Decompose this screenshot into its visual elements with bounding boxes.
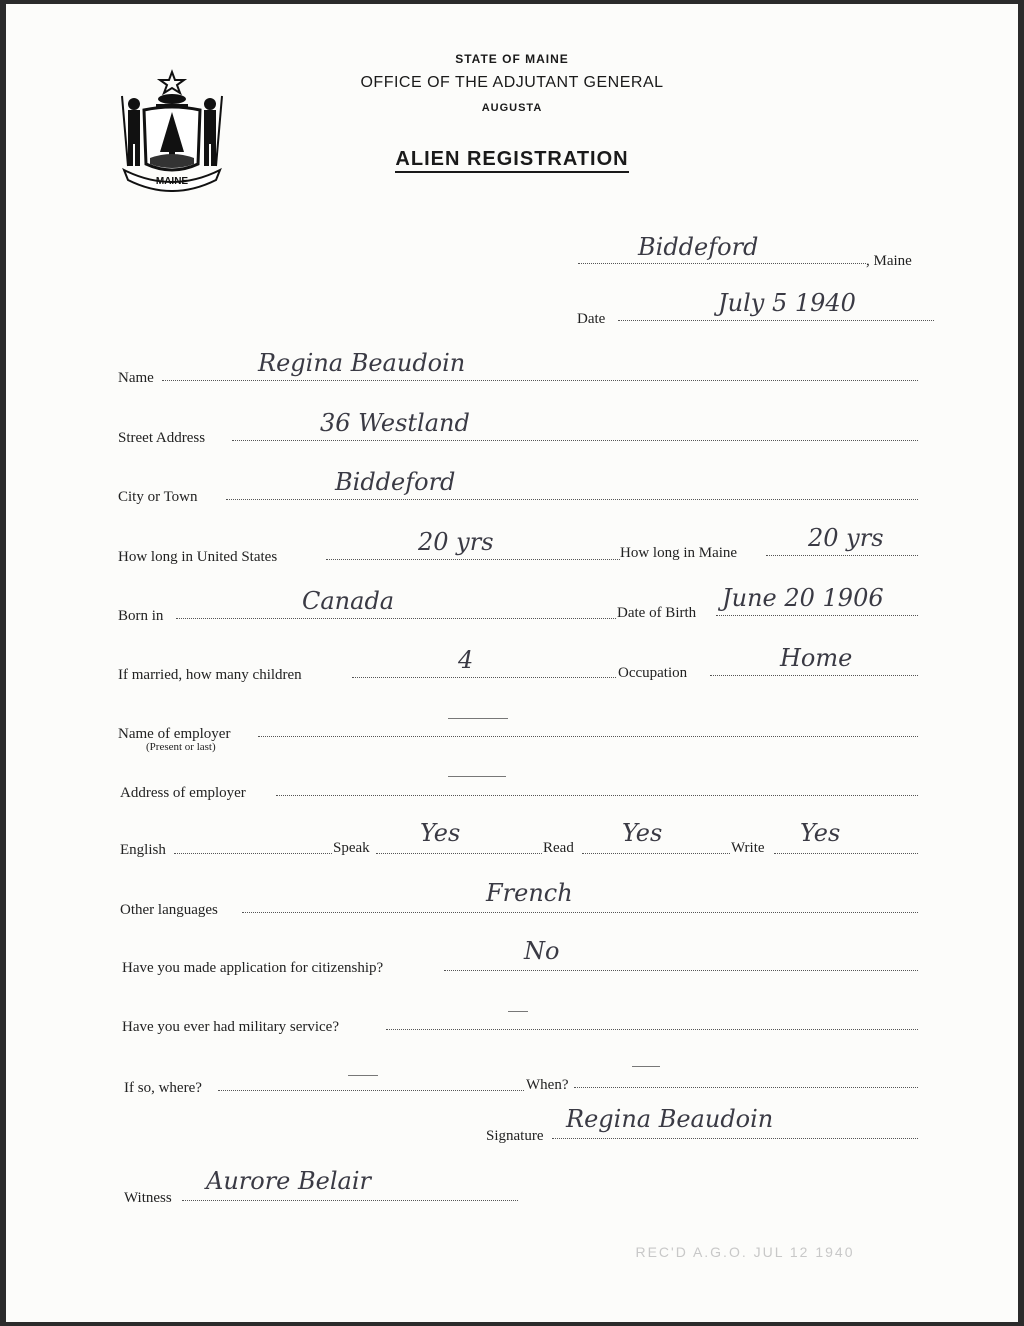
write-label: Write	[731, 840, 765, 856]
signature-value: Regina Beaudoin	[566, 1105, 774, 1133]
read-label: Read	[543, 840, 574, 856]
city-heading: AUGUSTA	[481, 102, 543, 114]
date-of-birth-label: Date of Birth	[617, 605, 697, 621]
children-value: 4	[458, 646, 474, 674]
born-in-value: Canada	[302, 587, 395, 615]
when-label: When?	[526, 1077, 569, 1093]
employer-name-note: (Present or last)	[146, 741, 216, 753]
date-of-birth-value: June 20 1906	[722, 584, 884, 612]
place-value: Biddeford	[638, 233, 759, 261]
name-label: Name	[118, 370, 154, 386]
blank-dash	[508, 1011, 528, 1012]
street-label: Street Address	[118, 430, 206, 446]
write-value: Yes	[800, 819, 841, 847]
employer-address-label: Address of employer	[120, 785, 246, 801]
citizenship-label: Have you made application for citizenship?	[122, 960, 384, 976]
speak-value: Yes	[420, 819, 461, 847]
office-heading: OFFICE OF THE ADJUTANT GENERAL	[360, 74, 664, 91]
date-value: July 5 1940	[718, 289, 856, 317]
blank-dash	[448, 718, 508, 719]
name-value: Regina Beaudoin	[258, 349, 466, 377]
blank-dash	[632, 1066, 660, 1067]
date-label: Date	[577, 311, 606, 327]
how-long-us-value: 20 yrs	[418, 528, 494, 556]
other-languages-value: French	[486, 879, 573, 907]
blank-dash	[448, 776, 506, 777]
form-title: ALIEN REGISTRATION	[0, 148, 1024, 171]
born-in-label: Born in	[118, 608, 164, 624]
how-long-maine-value: 20 yrs	[808, 524, 884, 552]
witness-value: Aurore Belair	[206, 1167, 371, 1195]
other-languages-label: Other languages	[120, 902, 218, 918]
how-long-us-label: How long in United States	[118, 549, 278, 565]
how-long-maine-label: How long in Maine	[620, 545, 738, 561]
witness-label: Witness	[124, 1190, 172, 1206]
city-value: Biddeford	[335, 468, 456, 496]
signature-label: Signature	[486, 1128, 544, 1144]
seal-text: MAINE	[155, 176, 189, 187]
speak-label: Speak	[333, 840, 370, 856]
english-label: English	[120, 842, 166, 858]
occupation-label: Occupation	[618, 665, 688, 681]
received-stamp: REC'D A.G.O. JUL 12 1940	[635, 1244, 855, 1260]
document-page	[6, 4, 1018, 1322]
blank-dash	[348, 1075, 378, 1076]
city-label: City or Town	[118, 489, 198, 505]
children-label: If married, how many children	[118, 667, 302, 683]
street-value: 36 Westland	[320, 409, 470, 437]
citizenship-value: No	[524, 937, 560, 965]
state-seal-icon	[118, 66, 226, 192]
place-suffix: , Maine	[866, 253, 912, 269]
military-label: Have you ever had military service?	[122, 1019, 339, 1035]
read-value: Yes	[622, 819, 663, 847]
if-so-where-label: If so, where?	[124, 1080, 202, 1096]
employer-name-label: Name of employer	[118, 726, 231, 742]
occupation-value: Home	[780, 644, 853, 672]
state-heading: STATE OF MAINE	[455, 52, 569, 66]
